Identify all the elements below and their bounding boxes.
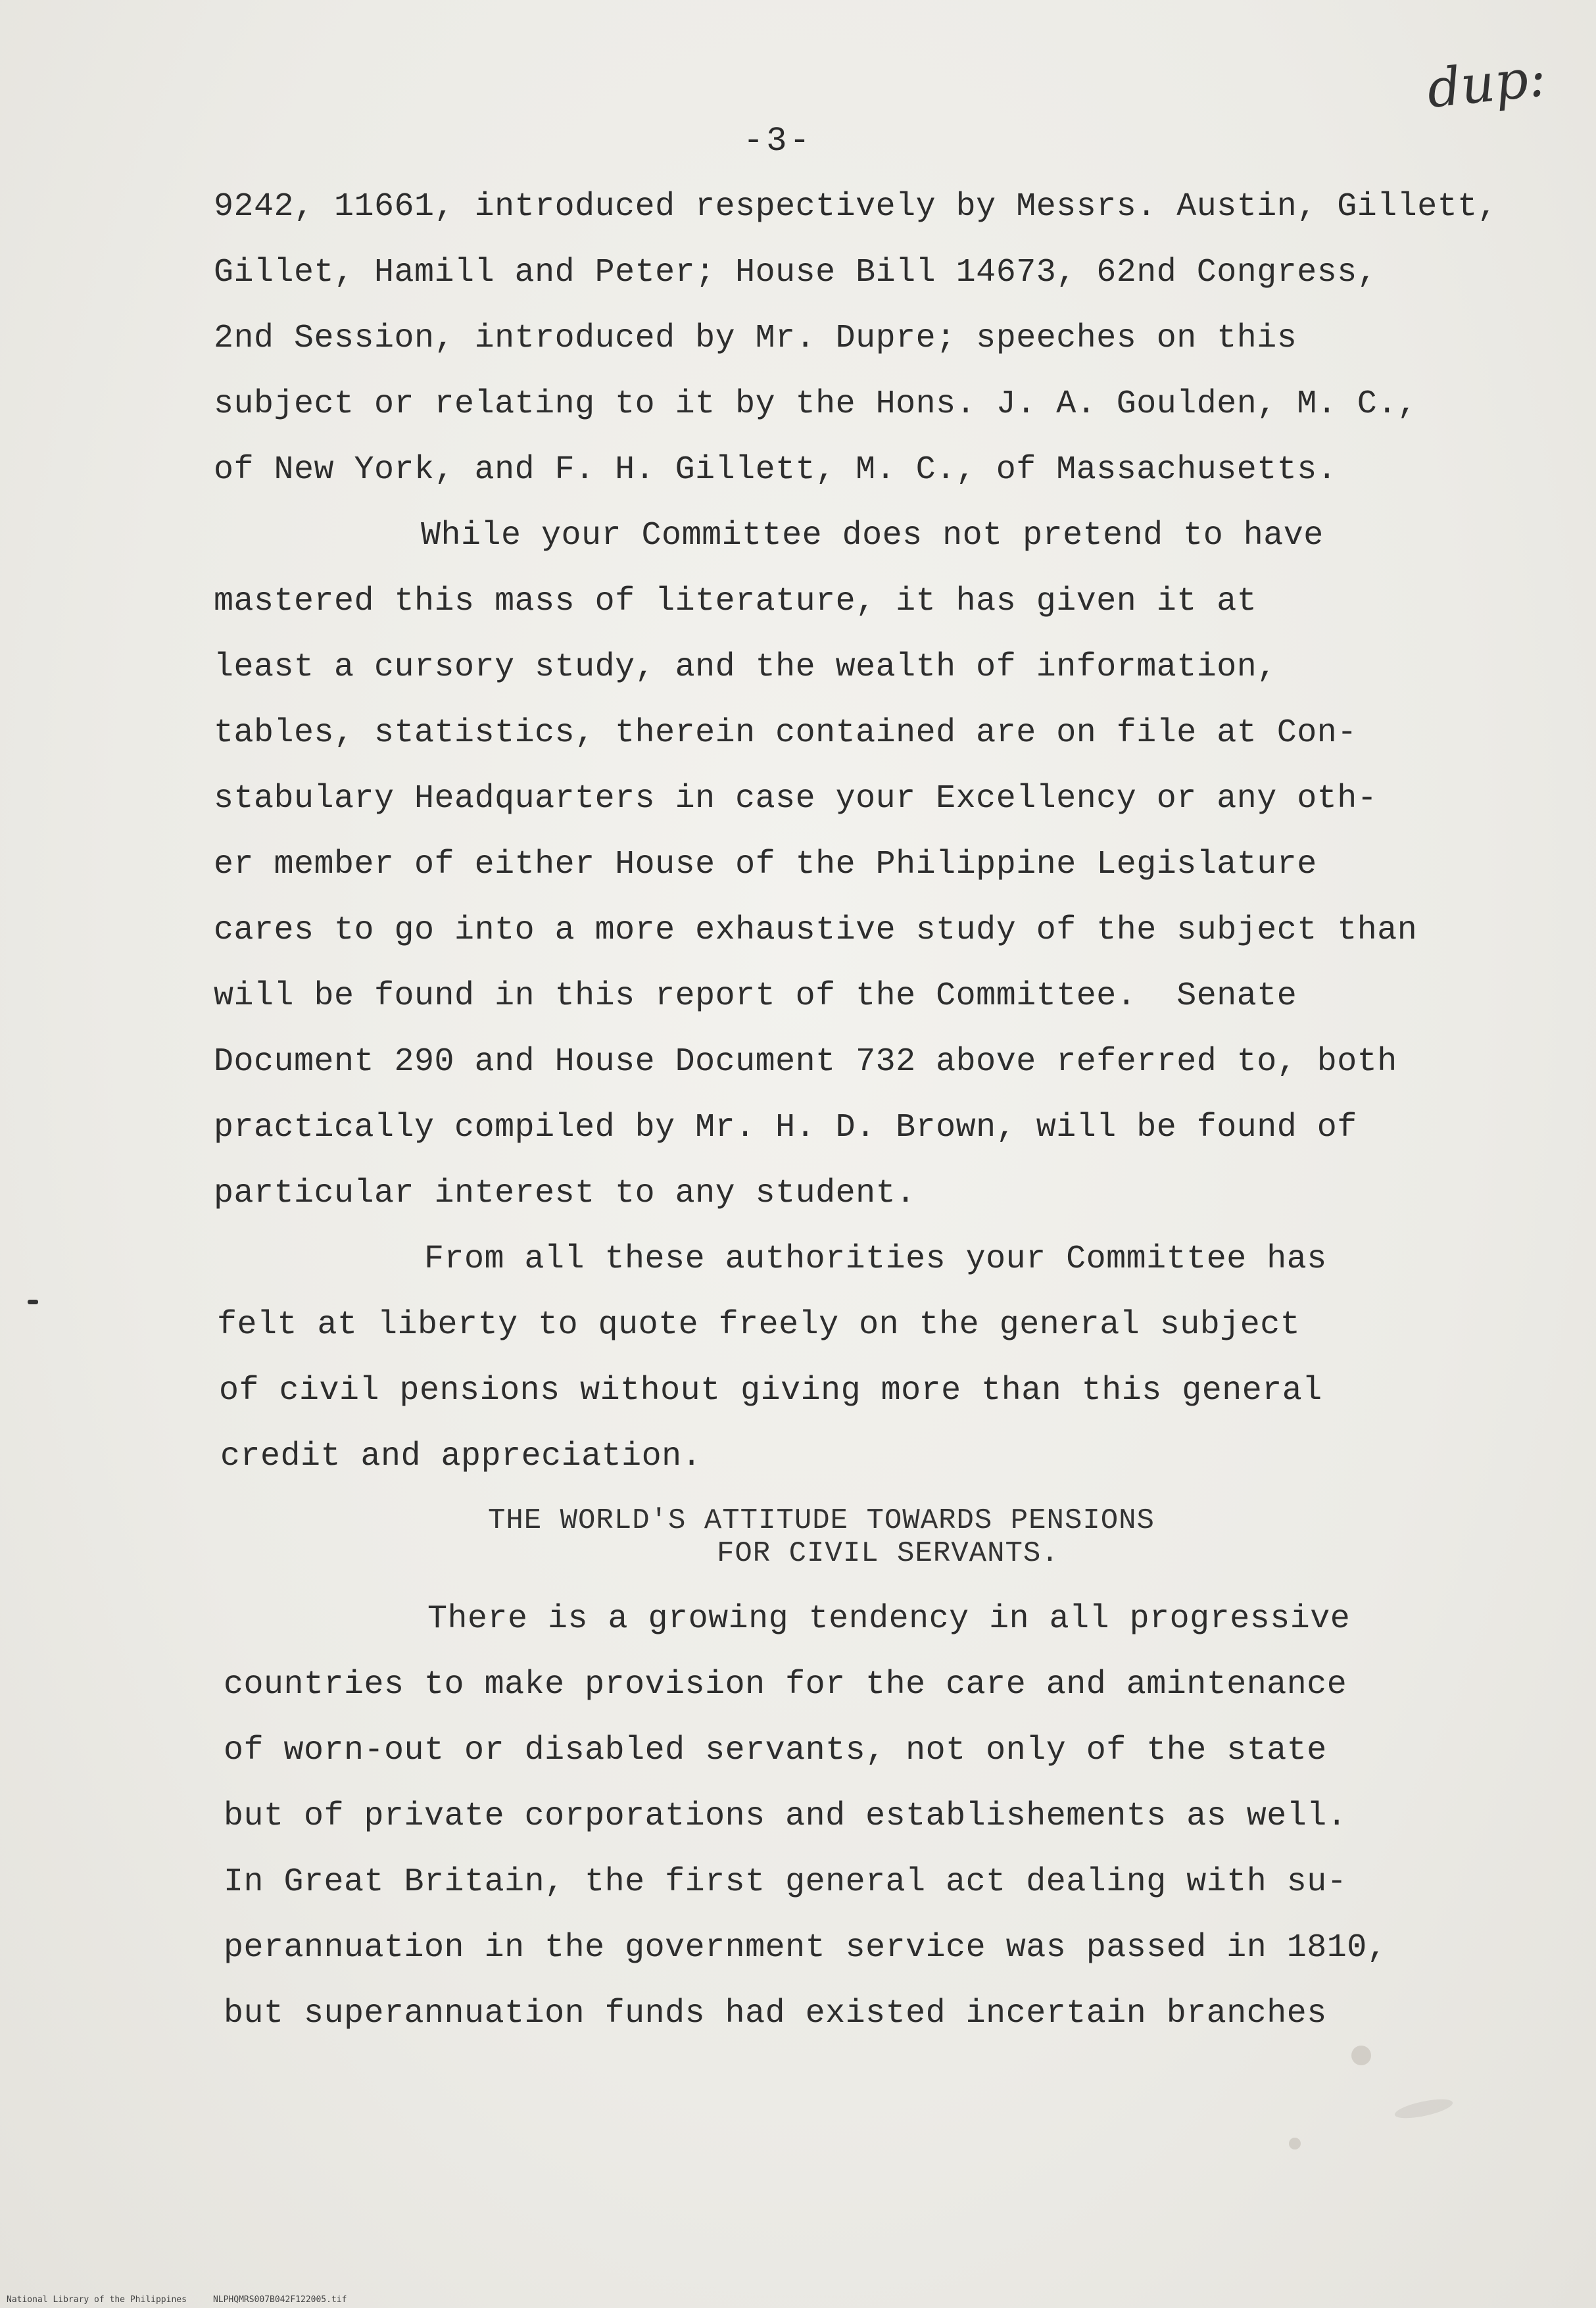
text-line: Document 290 and House Document 732 above referred to, both: [214, 1043, 1397, 1081]
text-line: From all these authorities your Committee has: [424, 1240, 1327, 1278]
paper-stain: [1289, 2138, 1301, 2149]
text-line: but superannuation funds had existed incertain branches: [224, 1995, 1327, 2032]
text-line: There is a growing tendency in all progressive: [427, 1600, 1351, 1638]
text-line: credit and appreciation.: [220, 1438, 702, 1475]
text-line: er member of either House of the Philippine Legislature: [214, 846, 1317, 883]
text-line: practically compiled by Mr. H. D. Brown, will be found of: [214, 1109, 1357, 1146]
text-line: 2nd Session, introduced by Mr. Dupre; speeches on this: [214, 320, 1297, 357]
text-line: will be found in this report of the Committee. Senate: [214, 977, 1297, 1015]
page-number: -3-: [743, 122, 813, 160]
text-line: of worn-out or disabled servants, not only of the state: [224, 1732, 1327, 1769]
text-line: of civil pensions without giving more than this general: [219, 1372, 1322, 1410]
text-line: countries to make provision for the care and amintenance: [224, 1666, 1347, 1704]
text-line: Gillet, Hamill and Peter; House Bill 14673, 62nd Congress,: [214, 254, 1378, 291]
paper-stain: [1351, 2046, 1371, 2065]
footer-identifier: NLPHQMRS007B042F122005.tif: [212, 2295, 347, 2305]
text-line: but of private corporations and establishements as well.: [224, 1798, 1347, 1835]
text-line: subject or relating to it by the Hons. J. A. Goulden, M. C.,: [214, 385, 1418, 423]
text-line: mastered this mass of literature, it has given it at: [214, 583, 1257, 620]
text-line: least a cursory study, and the wealth of information,: [214, 649, 1277, 686]
archive-footer: [7, 2295, 347, 2305]
text-line: felt at liberty to quote freely on the general subject: [217, 1306, 1301, 1344]
ink-mark: [28, 1300, 38, 1304]
footer-source: National Library of the Philippines: [7, 2295, 187, 2305]
text-line: particular interest to any student.: [214, 1175, 916, 1212]
section-heading-line-1: THE WORLD'S ATTITUDE TOWARDS PENSIONS: [488, 1504, 1155, 1537]
handwritten-annotation: [1424, 47, 1549, 120]
handwritten-note: dup:: [1424, 46, 1549, 120]
text-line: stabulary Headquarters in case your Excellency or any oth-: [214, 780, 1378, 818]
text-line: perannuation in the government service was passed in 1810,: [224, 1929, 1388, 1967]
paper-stain: [1393, 2096, 1455, 2122]
text-line: While your Committee does not pretend to have: [421, 517, 1324, 554]
text-line: 9242, 11661, introduced respectively by Messrs. Austin, Gillett,: [214, 188, 1498, 226]
text-line: of New York, and F. H. Gillett, M. C., of Massachusetts.: [214, 451, 1338, 489]
section-heading-line-2: FOR CIVIL SERVANTS.: [717, 1537, 1059, 1570]
text-line: cares to go into a more exhaustive study of the subject than: [214, 912, 1418, 949]
text-line: In Great Britain, the first general act dealing with su-: [224, 1863, 1347, 1901]
text-line: tables, statistics, therein contained are on file at Con-: [214, 714, 1357, 752]
